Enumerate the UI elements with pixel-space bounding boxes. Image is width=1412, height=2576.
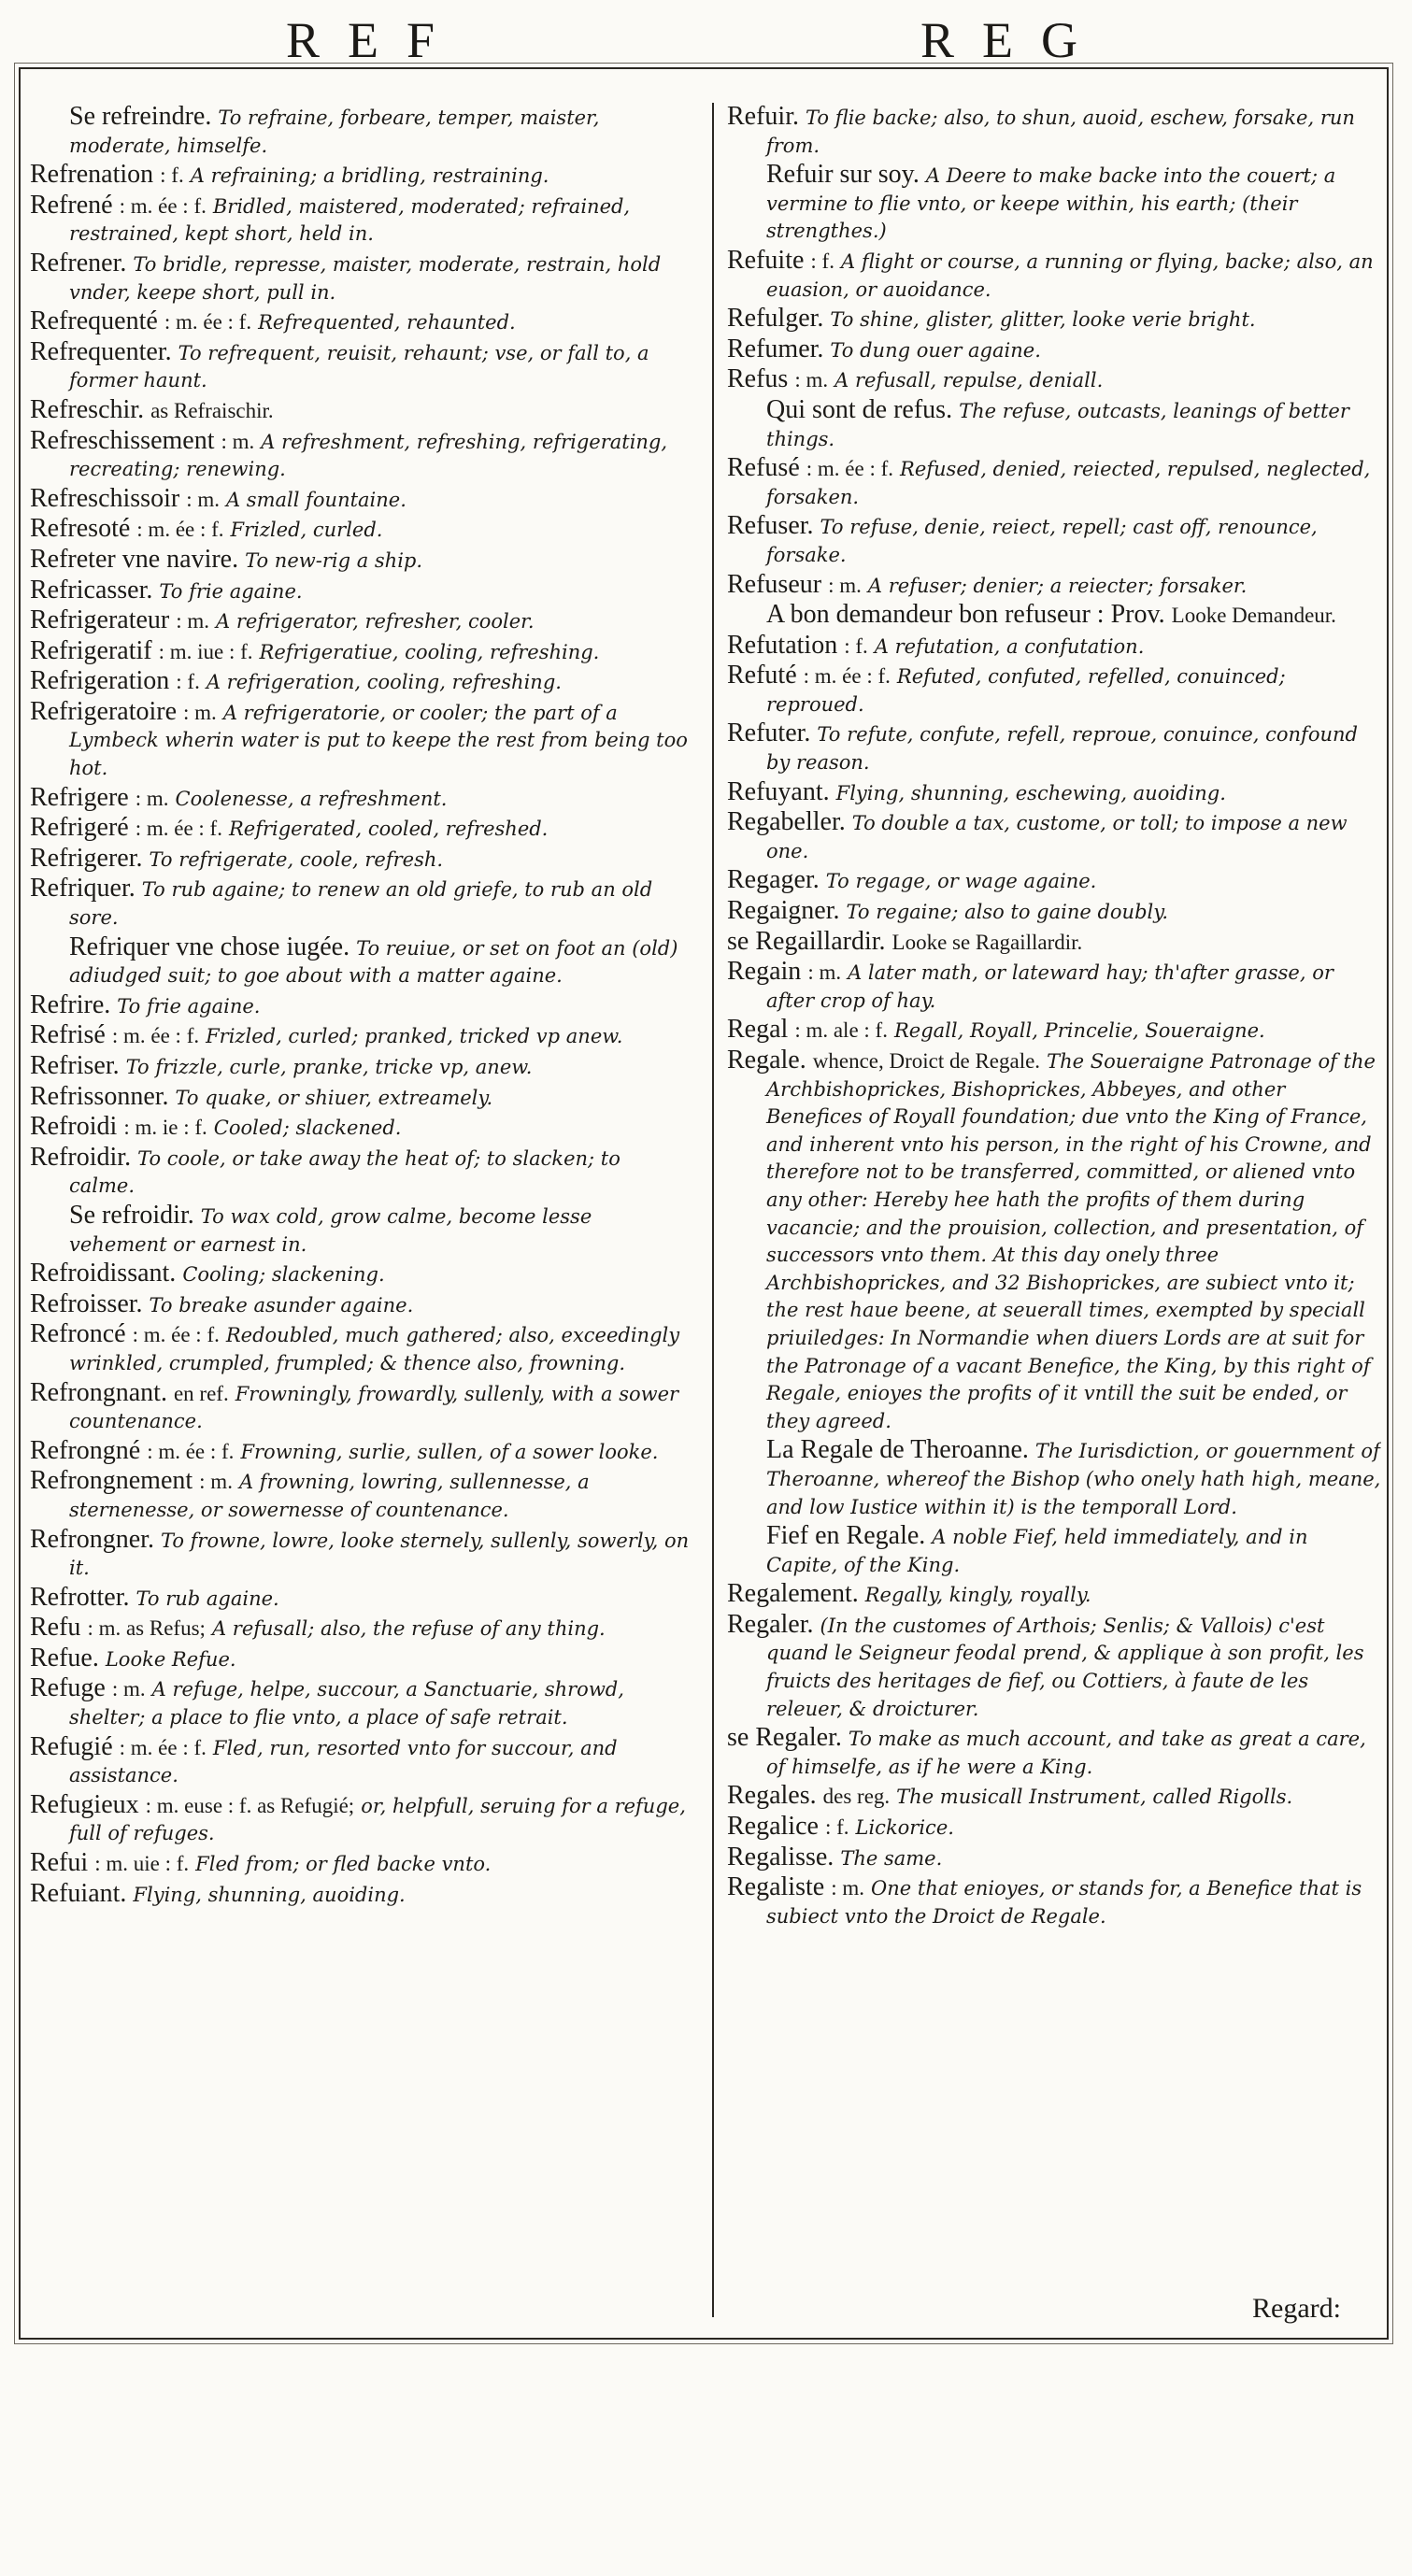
entry-grammar-note: as Refraischir. bbox=[150, 398, 274, 422]
entry-definition: A Deere to make backe into the couert; a vermine to flie vnto, or keepe within, his earth; (their strengthes.) bbox=[766, 164, 1336, 243]
dictionary-entry bbox=[30, 606, 692, 636]
entry-definition: Frowningly, frowardly, sullenly, with a sower countenance. bbox=[69, 1382, 679, 1433]
entry-headword: Refuyant. bbox=[727, 776, 830, 806]
entry-grammar-note: : m. ie : f. bbox=[123, 1116, 207, 1140]
entry-definition: A refutation, a confutation. bbox=[874, 634, 1145, 658]
entry-headword: Regales. bbox=[727, 1781, 817, 1811]
entry-headword: Refreter vne navire. bbox=[30, 544, 239, 574]
dictionary-entry bbox=[727, 928, 1381, 958]
dictionary-entry bbox=[727, 512, 1381, 569]
entry-definition: Frowning, surlie, sullen, of a sower looke. bbox=[240, 1440, 659, 1463]
entry-headword: Refuté bbox=[727, 661, 797, 690]
entry-grammar-note: : f. bbox=[824, 1815, 849, 1840]
dictionary-entry bbox=[727, 866, 1381, 896]
dictionary-entry bbox=[30, 933, 692, 990]
dictionary-entry bbox=[727, 632, 1381, 662]
entry-headword: Regabeller. bbox=[727, 807, 846, 837]
entry-definition: To flie backe; also, to shun, auoid, eschew, forsake, run from. bbox=[766, 107, 1355, 157]
entry-headword: Refrequenté bbox=[30, 306, 158, 336]
entry-definition: Refrequented, rehaunted. bbox=[258, 311, 516, 334]
dictionary-entry bbox=[30, 1379, 692, 1436]
entry-headword: Refuiant. bbox=[30, 1878, 127, 1908]
dictionary-entry bbox=[30, 1320, 692, 1377]
entry-headword: Refrongner. bbox=[30, 1524, 154, 1554]
dictionary-entry bbox=[727, 1782, 1381, 1812]
entry-definition: A refrigerator, refresher, cooler. bbox=[216, 610, 535, 633]
entry-definition: To dung ouer againe. bbox=[830, 338, 1041, 362]
entry-headword: Refreschir. bbox=[30, 394, 145, 424]
entry-definition: Regally, kingly, royally. bbox=[864, 1584, 1091, 1607]
dictionary-entry bbox=[30, 396, 692, 426]
dictionary-entry bbox=[30, 338, 692, 395]
dictionary-entry bbox=[30, 1791, 692, 1848]
entry-grammar-note: : m. ée : f. bbox=[119, 1735, 207, 1759]
entry-headword: Refriser. bbox=[30, 1051, 120, 1080]
dictionary-entry bbox=[30, 1290, 692, 1320]
entry-headword: Refroidi bbox=[30, 1112, 118, 1142]
entry-headword: Se refreindre. bbox=[69, 103, 212, 131]
entry-definition: A refuser; denier; a reiecter; forsaker. bbox=[867, 574, 1248, 597]
entry-definition: To reuiue, or set on foot an (old) adiudged suit; to goe about with a matter againe. bbox=[69, 936, 678, 988]
entry-definition: To frie againe. bbox=[159, 579, 303, 603]
entry-grammar-note: : m. as Refus; bbox=[87, 1616, 206, 1641]
entry-headword: Refrigeratoire bbox=[30, 696, 178, 726]
entry-definition: Refrigerated, cooled, refreshed. bbox=[228, 818, 549, 841]
dictionary-entry bbox=[30, 1021, 692, 1051]
dictionary-entry bbox=[727, 1611, 1381, 1723]
entry-definition: To coole, or take away the heat of; to slacken; to calme. bbox=[69, 1146, 620, 1198]
entry-headword: Refroidissant. bbox=[30, 1259, 177, 1288]
entry-grammar-note: : m. iue : f. bbox=[158, 639, 253, 663]
entry-headword: Refrené bbox=[30, 190, 113, 220]
entry-headword: Refuir sur soy. bbox=[766, 160, 920, 190]
dictionary-entry bbox=[30, 192, 692, 249]
dictionary-entry bbox=[727, 958, 1381, 1015]
entry-headword: Fief en Regale. bbox=[766, 1521, 926, 1551]
entry-definition: To make as much account, and take as great a care, of himselfe, as if he were a King. bbox=[766, 1728, 1366, 1778]
entry-grammar-note: : f. bbox=[160, 164, 184, 188]
entry-grammar-note: : m. bbox=[831, 1876, 864, 1900]
dictionary-entry bbox=[30, 991, 692, 1021]
entry-grammar-note: des reg. bbox=[822, 1785, 891, 1809]
entry-definition: Refused, denied, reiected, repulsed, neglected, forsaken. bbox=[766, 458, 1371, 508]
entry-headword: Refrenation bbox=[30, 160, 154, 190]
entry-headword: Refue. bbox=[30, 1643, 99, 1672]
entry-headword: Refreschissoir bbox=[30, 483, 180, 513]
entry-grammar-note: : m. ée : f. bbox=[136, 518, 224, 542]
entry-headword: Refui bbox=[30, 1848, 89, 1878]
entry-grammar-note: : m. ée : f. bbox=[803, 664, 891, 689]
entry-headword: Refresoté bbox=[30, 514, 131, 544]
entry-definition: To regaine; also to gaine doubly. bbox=[846, 901, 1168, 924]
entry-headword: Regalice bbox=[727, 1812, 819, 1842]
entry-headword: Refrigeré bbox=[30, 813, 129, 843]
entry-headword: Refu bbox=[30, 1613, 81, 1643]
entry-grammar-note: : m. bbox=[794, 368, 829, 392]
entry-headword: Refriquer. bbox=[30, 874, 135, 904]
entry-grammar-note: : m. ale : f. bbox=[794, 1018, 888, 1043]
dictionary-entry bbox=[30, 1584, 692, 1614]
entry-grammar-note: : m. ée : f. bbox=[132, 1323, 220, 1347]
entry-headword: Refuser. bbox=[727, 511, 814, 541]
dictionary-entry bbox=[30, 1880, 692, 1910]
entry-definition: Refrigeratiue, cooling, refreshing. bbox=[259, 640, 600, 663]
dictionary-entry bbox=[30, 637, 692, 667]
entry-headword: Refrigeratif bbox=[30, 635, 152, 665]
entry-headword: Regale. bbox=[727, 1046, 806, 1075]
dictionary-entry bbox=[30, 1467, 692, 1524]
entry-definition: The musicall Instrument, called Rigolls. bbox=[896, 1786, 1293, 1809]
entry-definition: To shine, glister, glitter, looke verie bright. bbox=[830, 308, 1256, 332]
left-column bbox=[30, 103, 692, 2327]
entry-headword: Refrisé bbox=[30, 1020, 106, 1050]
entry-definition: A small fountaine. bbox=[225, 488, 406, 511]
entry-grammar-note: en ref. bbox=[173, 1381, 229, 1405]
dictionary-entry bbox=[30, 249, 692, 306]
dictionary-entry bbox=[727, 662, 1381, 719]
entry-definition: To double a tax, custome, or toll; to impose a new one. bbox=[766, 812, 1348, 862]
entry-grammar-note: : m. bbox=[221, 429, 255, 453]
running-head-right: REG bbox=[920, 12, 1105, 68]
entry-definition: Regall, Royall, Princelie, Soueraigne. bbox=[893, 1019, 1265, 1043]
entry-definition: Cooled; slackened. bbox=[213, 1117, 402, 1140]
dictionary-entry bbox=[727, 808, 1381, 865]
dictionary-entry bbox=[727, 571, 1381, 601]
dictionary-entry bbox=[30, 515, 692, 545]
dictionary-entry bbox=[30, 1644, 692, 1674]
entry-grammar-note: Looke se Ragaillardir. bbox=[891, 930, 1083, 954]
entry-headword: Refuite bbox=[727, 245, 805, 275]
entry-definition: Refuted, confuted, refelled, conuinced; reproued. bbox=[766, 665, 1286, 716]
dictionary-entry bbox=[30, 784, 692, 814]
dictionary-entry bbox=[30, 845, 692, 875]
entry-headword: Refriquer vne chose iugée. bbox=[69, 932, 350, 961]
dictionary-entry bbox=[30, 1083, 692, 1113]
entry-definition: To new-rig a ship. bbox=[245, 548, 423, 572]
entry-headword: Regain bbox=[727, 957, 802, 987]
dictionary-entry bbox=[30, 161, 692, 191]
dictionary-entry bbox=[30, 1733, 692, 1790]
entry-headword: Refugié bbox=[30, 1731, 113, 1761]
entry-headword: Refrongnant. bbox=[30, 1377, 167, 1407]
entry-headword: se Regaillardir. bbox=[727, 926, 886, 956]
entry-grammar-note: : m. ée : f. bbox=[119, 193, 207, 218]
entry-headword: Refroisser. bbox=[30, 1288, 143, 1318]
dictionary-entry bbox=[30, 1113, 692, 1143]
entry-grammar-note: : f. bbox=[810, 249, 834, 273]
entry-headword: Regal bbox=[727, 1015, 789, 1045]
entry-definition: To rub againe. bbox=[135, 1587, 279, 1610]
entry-definition: A refrigeration, cooling, refreshing. bbox=[206, 671, 562, 694]
entry-headword: Qui sont de refus. bbox=[766, 394, 953, 424]
entry-definition: The same. bbox=[840, 1846, 943, 1870]
entry-headword: Refrigere bbox=[30, 782, 129, 812]
entry-definition: To frie againe. bbox=[117, 994, 261, 1018]
dictionary-entry bbox=[30, 1674, 692, 1731]
entry-definition: Flying, shunning, auoiding. bbox=[133, 1883, 406, 1906]
entry-definition: The refuse, outcasts, leanings of better things. bbox=[766, 399, 1349, 450]
dictionary-entry bbox=[727, 1580, 1381, 1610]
entry-grammar-note: : m. ée : f. bbox=[147, 1439, 235, 1463]
entry-definition: To refraine, forbeare, temper, maister, moderate, himselfe. bbox=[69, 107, 600, 157]
dictionary-entry bbox=[727, 1843, 1381, 1873]
dictionary-entry bbox=[727, 1522, 1381, 1579]
running-head-left: REF bbox=[286, 12, 464, 68]
entry-definition: One that enioyes, or stands for, a Benefice that is subiect vnto the Droict de Regale. bbox=[766, 1877, 1362, 1928]
dictionary-entry bbox=[727, 454, 1381, 511]
entry-definition: To wax cold, grow calme, become lesse vehement or earnest in. bbox=[69, 1204, 592, 1256]
dictionary-entry bbox=[30, 667, 692, 697]
entry-definition: Coolenesse, a refreshment. bbox=[175, 787, 448, 810]
dictionary-entry bbox=[30, 698, 692, 783]
entry-definition: A refuge, helpe, succour, a Sanctuarie, shrowd, shelter; a place to flie vnto, a place of safe retrait. bbox=[69, 1678, 624, 1729]
entry-headword: Refuir. bbox=[727, 103, 799, 131]
entry-definition: To refrequent, reuisit, rehaunt; vse, or fall to, a former haunt. bbox=[69, 341, 649, 392]
entry-headword: Se refroidir. bbox=[69, 1200, 194, 1230]
entry-definition: A refusall; also, the refuse of any thing. bbox=[211, 1617, 606, 1641]
entry-grammar-note: : m. bbox=[176, 609, 210, 633]
entry-headword: se Regaler. bbox=[727, 1723, 842, 1753]
entry-headword: Refrotter. bbox=[30, 1582, 130, 1612]
column-divider bbox=[712, 103, 714, 2317]
entry-headword: Refuge bbox=[30, 1673, 106, 1703]
dictionary-entry bbox=[727, 1436, 1381, 1521]
entry-headword: Refrongné bbox=[30, 1435, 141, 1465]
entry-headword: Refutation bbox=[727, 630, 838, 660]
dictionary-entry bbox=[30, 485, 692, 515]
dictionary-entry bbox=[30, 1260, 692, 1289]
entry-headword: Refulger. bbox=[727, 304, 824, 334]
entry-definition: Frizled, curled. bbox=[230, 519, 383, 542]
dictionary-entry bbox=[30, 1437, 692, 1467]
entry-grammar-note: : m. bbox=[183, 700, 217, 724]
entry-headword: Refrener. bbox=[30, 248, 127, 278]
entry-definition: To refuse, denie, reiect, repell; cast off, renounce, forsake. bbox=[766, 516, 1318, 566]
entry-headword: Refusé bbox=[727, 453, 800, 483]
entry-definition: or, helpfull, seruing for a refuge, full of refuges. bbox=[69, 1794, 686, 1845]
entry-grammar-note: : m. bbox=[807, 961, 842, 985]
entry-definition: Fled from; or fled backe vnto. bbox=[195, 1853, 492, 1876]
dictionary-entry bbox=[727, 396, 1381, 453]
entry-grammar-note: : m. ée : f. bbox=[111, 1024, 200, 1048]
entry-definition: (In the customes of Arthois; Senlis; & Vallois) c'est quand le Seigneur feodal prend, & applique à son profit, les fruicts des heritages de fief, ou Cottiers, à faute de les releuer, & droicturer. bbox=[766, 1614, 1364, 1720]
dictionary-entry bbox=[30, 307, 692, 337]
dictionary-entry bbox=[727, 601, 1381, 631]
dictionary-entry bbox=[30, 576, 692, 606]
entry-headword: La Regale de Theroanne. bbox=[766, 1435, 1029, 1465]
entry-grammar-note: : f. bbox=[844, 633, 868, 658]
entry-definition: Redoubled, much gathered; also, exceedingly wrinkled, crumpled, frumpled; & thence also, frowning. bbox=[69, 1324, 680, 1374]
entry-headword: Refugieux bbox=[30, 1789, 139, 1819]
entry-definition: The Soueraigne Patronage of the Archbishoprickes, Bishoprickes, Abbeyes, and other Benefices of Royall foundation; due vnto the King of France, and inherent vnto his person, in the right of his Crowne, and therefore not to be transferred, committed, or aliened vnto any other: Hereby hee hath the profits of them during vacancie; and the prouision, collection, and presentation, of successors vnto them. At this day onely three Archbishoprickes, and 32 Bishoprickes, are subiect vnto it; the rest haue beene, at seuerall times, exempted by speciall priuiledges: In Normandie when diuers Lords are at suit for the Patronage of a vacant Benefice, the King, by this right of Regale, enioyes the profits of it vntill the suit be ended, or they agreed. bbox=[766, 1050, 1376, 1432]
entry-headword: Refumer. bbox=[727, 334, 824, 363]
entry-definition: A refraining; a bridling, restraining. bbox=[190, 164, 549, 188]
entry-grammar-note: : m. bbox=[111, 1677, 146, 1701]
dictionary-entry bbox=[30, 1614, 692, 1644]
dictionary-entry bbox=[727, 1046, 1381, 1435]
dictionary-entry bbox=[727, 1724, 1381, 1781]
entry-definition: Cooling; slackening. bbox=[182, 1263, 385, 1287]
dictionary-entry bbox=[727, 161, 1381, 246]
dictionary-entry bbox=[30, 814, 692, 844]
entry-grammar-note: Looke Demandeur. bbox=[1171, 604, 1336, 628]
entry-headword: Refroidir. bbox=[30, 1142, 132, 1172]
entry-definition: To refute, confute, refell, reproue, conuince, confound by reason. bbox=[766, 723, 1358, 775]
entry-headword: Refrire. bbox=[30, 989, 111, 1019]
dictionary-entry bbox=[727, 365, 1381, 395]
entry-definition: Bridled, maistered, moderated; refrained, restrained, kept short, held in. bbox=[69, 194, 631, 246]
dictionary-entry bbox=[727, 719, 1381, 776]
entry-grammar-note: whence, Droict de Regale. bbox=[812, 1049, 1041, 1073]
dictionary-entry bbox=[727, 103, 1381, 160]
catchword: Regard: bbox=[1252, 2293, 1341, 2324]
entry-definition: A frowning, lowring, sullennesse, a sternenesse, or sowernesse of countenance. bbox=[69, 1471, 590, 1521]
entry-definition: Lickorice. bbox=[855, 1816, 954, 1840]
entry-headword: Regaigner. bbox=[727, 896, 840, 926]
entry-headword: Regalement. bbox=[727, 1579, 859, 1609]
entry-definition: To refrigerate, coole, refresh. bbox=[149, 847, 444, 871]
dictionary-entry bbox=[727, 1016, 1381, 1046]
entry-headword: Refrongnement bbox=[30, 1466, 193, 1496]
entry-grammar-note: : m. bbox=[828, 573, 862, 597]
entry-grammar-note: : m. bbox=[135, 786, 169, 810]
dictionary-entry bbox=[727, 1873, 1381, 1930]
entry-headword: Regalisse. bbox=[727, 1842, 834, 1872]
entry-definition: To frowne, lowre, looke sternely, sullenly, sowerly, on it. bbox=[69, 1529, 690, 1580]
dictionary-entry bbox=[30, 875, 692, 932]
entry-grammar-note: : m. uie : f. bbox=[94, 1852, 190, 1876]
entry-definition: To quake, or shiuer, extreamely. bbox=[175, 1086, 493, 1109]
dictionary-entry bbox=[30, 1526, 692, 1583]
entry-grammar-note: : m. ée : f. bbox=[164, 310, 252, 334]
entry-headword: Refus bbox=[727, 364, 789, 394]
entry-headword: Refrigerateur bbox=[30, 605, 170, 635]
dictionary-entry bbox=[30, 1052, 692, 1082]
entry-definition: To bridle, represse, maister, moderate, restrain, hold vnder, keepe short, pull in. bbox=[69, 252, 662, 304]
entry-definition: A refreshment, refreshing, refrigerating, recreating; renewing. bbox=[69, 430, 668, 481]
dictionary-entry bbox=[727, 305, 1381, 334]
entry-headword: Refrigerer. bbox=[30, 843, 143, 873]
dictionary-entry bbox=[30, 1849, 692, 1879]
entry-definition: A noble Fief, held immediately, and in Capite, of the King. bbox=[766, 1526, 1308, 1576]
entry-headword: Refuter. bbox=[727, 719, 811, 748]
dictionary-entry bbox=[30, 1144, 692, 1201]
entry-headword: Refuseur bbox=[727, 569, 822, 599]
dictionary-entry bbox=[727, 897, 1381, 927]
dictionary-entry bbox=[727, 335, 1381, 365]
entry-grammar-note: : m. ée : f. bbox=[135, 817, 222, 841]
entry-definition: A later math, or lateward hay; th'after grasse, or after crop of hay. bbox=[766, 961, 1334, 1012]
dictionary-entry bbox=[30, 1202, 692, 1259]
entry-headword: Refrigeration bbox=[30, 666, 170, 696]
dictionary-entry bbox=[30, 546, 692, 576]
entry-headword: A bon demandeur bon refuseur : Prov. bbox=[766, 600, 1165, 630]
dictionary-entry bbox=[30, 103, 692, 160]
dictionary-entry bbox=[727, 1813, 1381, 1843]
entry-headword: Refrissonner. bbox=[30, 1081, 169, 1111]
dictionary-entry bbox=[30, 427, 692, 484]
entry-definition: To regage, or wage againe. bbox=[825, 870, 1097, 893]
entry-headword: Regaliste bbox=[727, 1872, 825, 1902]
entry-headword: Refroncé bbox=[30, 1319, 126, 1349]
entry-grammar-note: : f. bbox=[176, 670, 200, 694]
entry-definition: A refusall, repulse, deniall. bbox=[834, 369, 1104, 392]
entry-headword: Refricasser. bbox=[30, 575, 153, 605]
entry-grammar-note: : m. bbox=[186, 487, 220, 511]
entry-definition: Frizled, curled; pranked, tricked vp anew. bbox=[206, 1025, 623, 1048]
entry-headword: Regager. bbox=[727, 865, 820, 895]
entry-grammar-note: : m. euse : f. as Refugié; bbox=[145, 1793, 355, 1817]
entry-headword: Refreschissement bbox=[30, 425, 215, 455]
dictionary-entry bbox=[727, 778, 1381, 808]
entry-grammar-note: : m. ée : f. bbox=[806, 457, 894, 481]
entry-headword: Refrequenter. bbox=[30, 336, 172, 366]
entry-definition: A refrigeratorie, or cooler; the part of a Lymbeck wherin water is put to keepe the rest from being too hot. bbox=[69, 701, 688, 780]
right-column bbox=[727, 103, 1381, 2327]
entry-definition: Looke Refue. bbox=[105, 1647, 236, 1671]
entry-definition: The Iurisdiction, or gouernment of Theroanne, whereof the Bishop (who onely hath high, meane, and low Iustice within it) is the temporall Lord. bbox=[766, 1440, 1381, 1518]
dictionary-entry bbox=[727, 247, 1381, 304]
entry-definition: Flying, shunning, eschewing, auoiding. bbox=[835, 781, 1226, 804]
entry-grammar-note: : m. bbox=[199, 1470, 233, 1494]
entry-definition: To rub againe; to renew an old griefe, to rub an old sore. bbox=[69, 878, 653, 930]
entry-definition: To breake asunder againe. bbox=[149, 1293, 414, 1316]
entry-definition: To frizzle, curle, pranke, tricke vp, anew. bbox=[125, 1056, 533, 1078]
entry-definition: A flight or course, a running or flying, backe; also, an euasion, or auoidance. bbox=[766, 249, 1374, 301]
entry-definition: Fled, run, resorted vnto for succour, and assistance. bbox=[69, 1736, 618, 1787]
entry-headword: Regaler. bbox=[727, 1609, 814, 1639]
